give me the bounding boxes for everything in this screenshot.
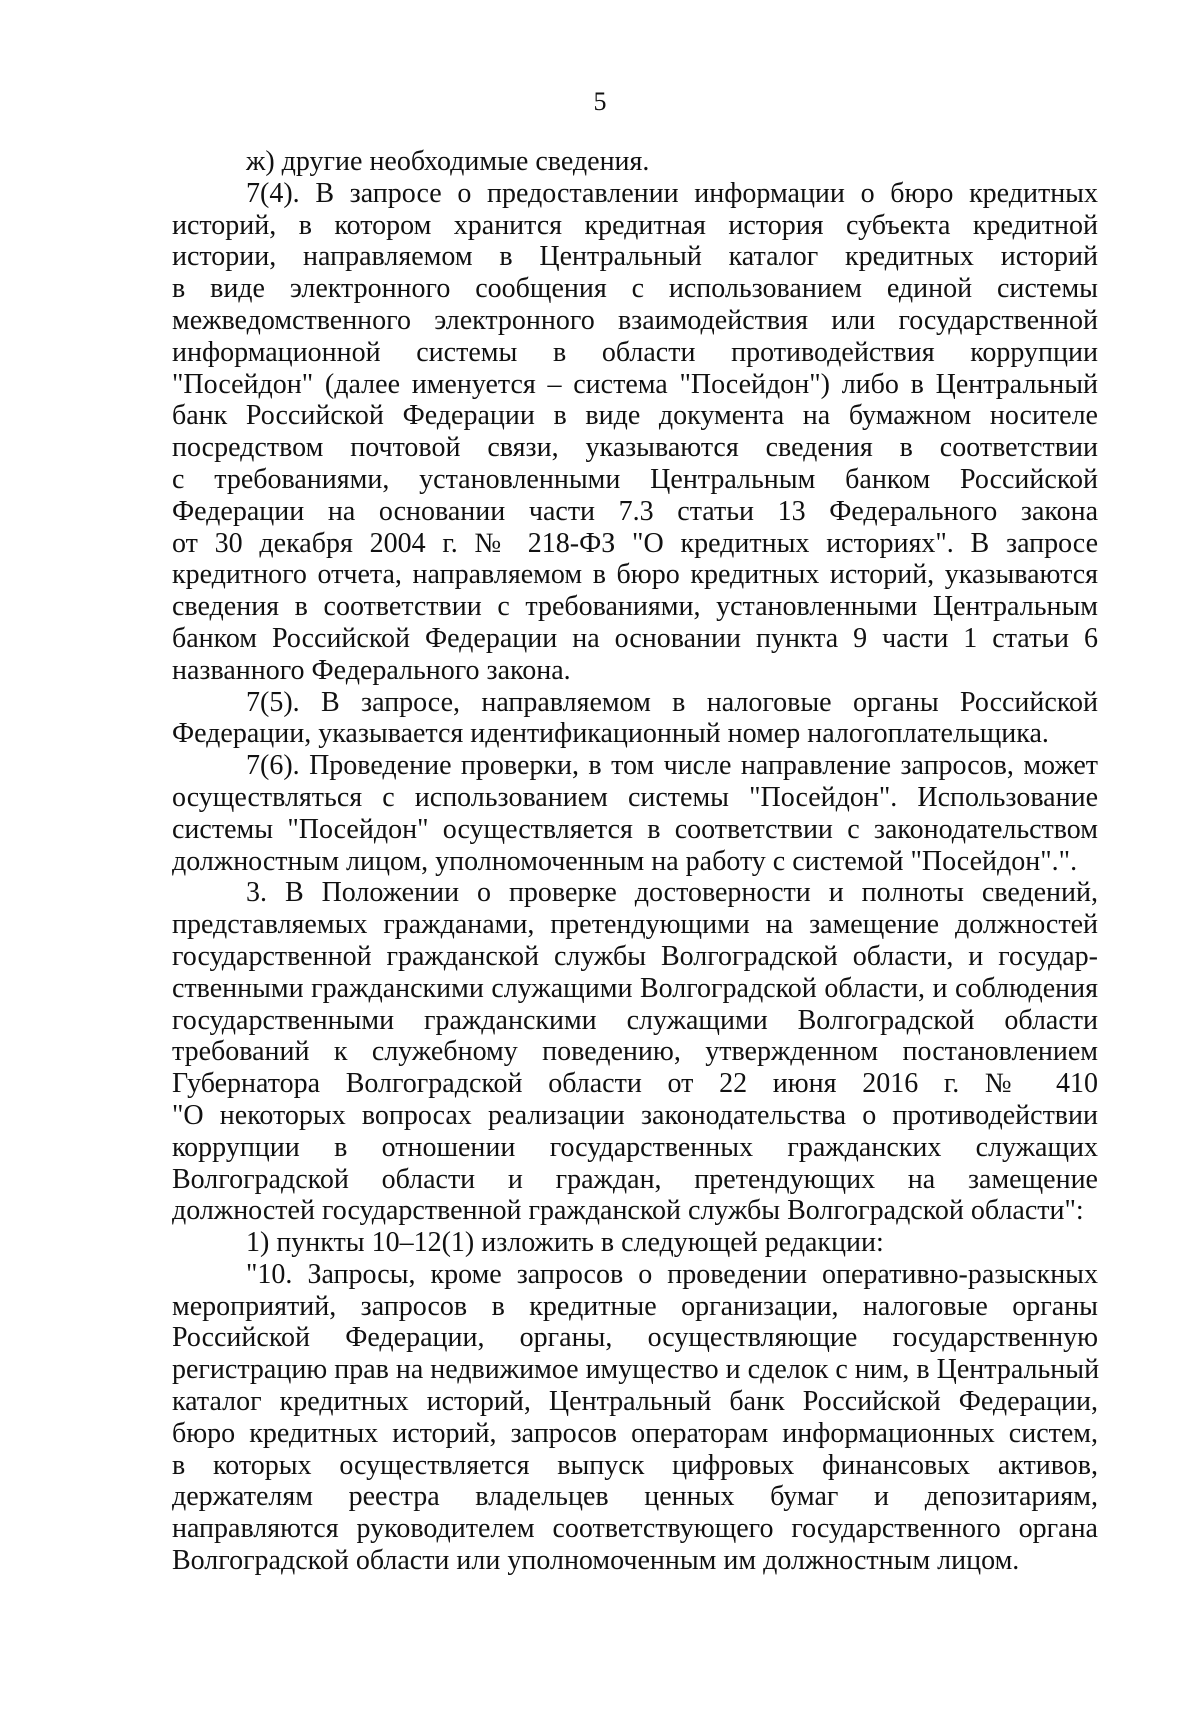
text-line: "О некоторых вопросах реализации законодательства о противодействии [172, 1099, 1098, 1131]
paragraph-p-10 [172, 1259, 1098, 1577]
text-line: сведения в соответствии с требованиями, установленными Центральным [172, 591, 1098, 623]
text-line: "Посейдон" (далее именуется – система "Посейдон") либо в Центральный [172, 368, 1098, 400]
text-line: банк Российской Федерации в виде документа на бумажном носителе [172, 400, 1098, 432]
text-line: должностным лицом, уполномоченным на работу с системой "Посейдон".". [172, 845, 1078, 877]
paragraph-p-7-5 [172, 687, 1098, 751]
page-number: 5 [593, 87, 607, 116]
text-line: регистрацию прав на недвижимое имущество и сделок с ним, в Центральный [172, 1354, 1100, 1386]
text-line: должностей государственной гражданской службы Волгоградской области": [172, 1195, 1084, 1227]
text-line: мероприятий, запросов в кредитные организации, налоговые органы [172, 1290, 1098, 1322]
text-line: Губернатора Волгоградской области от 22 июня 2016 г. № 410 [172, 1068, 1098, 1100]
text-line: кредитного отчета, направляемом в бюро кредитных историй, указываются [172, 559, 1098, 591]
text-line: истории, направляемом в Центральный каталог кредитных историй [172, 241, 1098, 273]
text-line: государственными гражданскими служащими Волгоградской области [172, 1004, 1098, 1036]
text-line: каталог кредитных историй, Центральный банк Российской Федерации, [172, 1386, 1098, 1418]
paragraph-p-1 [172, 1227, 1098, 1259]
text-line: названного Федерального закона. [172, 654, 571, 686]
text-line: системы "Посейдон" осуществляется в соответствии с законодательством [172, 813, 1098, 845]
text-line: коррупции в отношении государственных гражданских служащих [172, 1131, 1098, 1163]
text-line: направляются руководителем соответствующего государственного органа [172, 1513, 1098, 1545]
text-line: представляемых гражданами, претендующими на замещение должностей [172, 909, 1098, 941]
paragraph-p-7-4 [172, 178, 1098, 687]
text-line: требований к служебному поведению, утвержденном постановлением [172, 1036, 1098, 1068]
text-line: бюро кредитных историй, запросов операторам информационных систем, [172, 1417, 1098, 1449]
text-line: 1) пункты 10–12(1) изложить в следующей редакции: [246, 1227, 884, 1259]
document-body [172, 146, 1098, 1577]
text-line: от 30 декабря 2004 г. № 218-ФЗ "О кредитных историях". В запросе [172, 527, 1098, 559]
text-line: информационной системы в области противодействия коррупции [172, 336, 1098, 368]
text-line: межведомственного электронного взаимодействия или государственной [172, 304, 1098, 336]
text-line: Федерации на основании части 7.3 статьи 13 Федерального закона [172, 495, 1098, 527]
text-line: историй, в котором хранится кредитная история субъекта кредитной [172, 209, 1098, 241]
text-line: 7(5). В запросе, направляемом в налоговые органы Российской [246, 686, 1098, 718]
paragraph-p-3 [172, 877, 1098, 1227]
text-line: 7(4). В запросе о предоставлении информации о бюро кредитных [246, 177, 1098, 209]
text-line: Волгоградской области или уполномоченным им должностным лицом. [172, 1545, 1020, 1577]
text-line: осуществляться с использованием системы "Посейдон". Использование [172, 781, 1098, 813]
text-line: ственными гражданскими служащими Волгоградской области, и соблюдения [172, 972, 1098, 1004]
paragraph-p-7-6 [172, 750, 1098, 877]
text-line: "10. Запросы, кроме запросов о проведении оперативно-разыскных [246, 1258, 1098, 1290]
text-line: 3. В Положении о проверке достоверности и полноты сведений, [246, 877, 1098, 909]
text-line: Волгоградской области и граждан, претендующих на замещение [172, 1163, 1098, 1195]
text-line: Российской Федерации, органы, осуществляющие государственную [172, 1322, 1098, 1354]
text-line: государственной гражданской службы Волгоградской области, и государ- [172, 940, 1098, 972]
text-line: держателям реестра владельцев ценных бумаг и депозитариям, [172, 1481, 1098, 1513]
text-line: банком Российской Федерации на основании пункта 9 части 1 статьи 6 [172, 622, 1098, 654]
text-line: 7(6). Проведение проверки, в том числе направление запросов, может [246, 750, 1098, 782]
text-line: ж) другие необходимые сведения. [246, 146, 650, 177]
text-line: посредством почтовой связи, указываются сведения в соответствии [172, 432, 1098, 464]
paragraph-p-zh [172, 146, 1098, 178]
text-line: Федерации, указывается идентификационный номер налогоплательщика. [172, 718, 1049, 750]
text-line: в виде электронного сообщения с использованием единой системы [172, 273, 1098, 305]
text-line: в которых осуществляется выпуск цифровых финансовых активов, [172, 1449, 1098, 1481]
text-line: с требованиями, установленными Центральным банком Российской [172, 463, 1098, 495]
